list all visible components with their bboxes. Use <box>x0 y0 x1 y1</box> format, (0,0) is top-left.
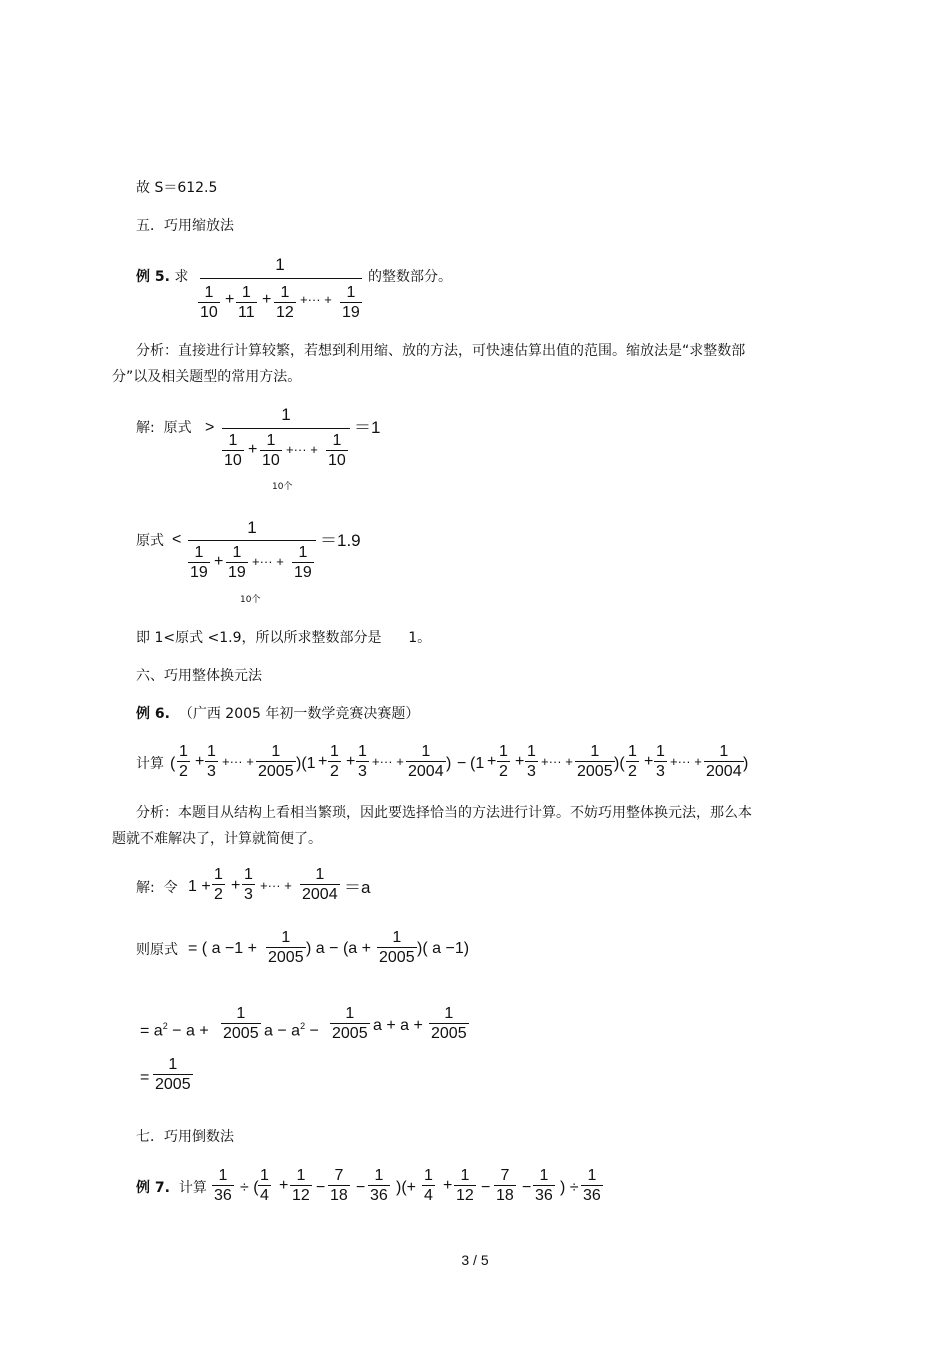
ellipsis-plus: +··· + <box>300 292 332 307</box>
expr-part: $a - a^2$ − <box>264 1021 319 1040</box>
ellipsis-plus: +··· + <box>252 554 284 569</box>
plus-sign: + <box>346 753 356 770</box>
div-paren: ÷ ( <box>240 1179 259 1196</box>
ellipsis-plus: +··· + <box>222 754 254 769</box>
expr-part: = ( a −1 + <box>188 940 257 957</box>
yuanshi-label: 原式 <box>136 533 164 549</box>
fraction-1-36: 1 36 <box>535 1167 553 1204</box>
expr-part: a + a + <box>373 1017 423 1034</box>
sol2-numerator: 1 <box>247 518 257 537</box>
paren-div: ) ÷ <box>560 1179 579 1196</box>
fraction-1-19: 1 19 <box>228 544 246 581</box>
plus-sign: + <box>195 753 205 770</box>
fraction-1-36: 1 36 <box>583 1167 601 1204</box>
ex5-main-fraction-bar <box>200 278 362 279</box>
plus-sign: + <box>279 1177 289 1194</box>
plus-sign: + <box>443 1177 453 1194</box>
fraction-1-4: 1 4 <box>260 1167 269 1204</box>
solution-label: 解: 原式 <box>136 420 192 436</box>
qiu-text: 求 <box>174 269 189 285</box>
count-10-label: 10个 <box>240 595 261 605</box>
then-original-label: 则原式 <box>136 942 178 958</box>
right-paren: ) <box>743 755 749 772</box>
section-5-heading: 五．巧用缩放法 <box>136 218 234 234</box>
fraction-1-2005: 1 2005 <box>577 743 613 780</box>
equals-one: ＝1 <box>354 418 381 437</box>
minus-sign: − <box>457 755 467 772</box>
fraction-1-2004: 1 2004 <box>302 866 338 903</box>
fraction-1-10: 1 10 <box>262 432 280 469</box>
greater-than: > <box>205 419 215 436</box>
expr-part: )( a −1) <box>417 940 470 957</box>
plus-sign: + <box>225 291 235 308</box>
fraction-1-2: 1 2 <box>628 743 637 780</box>
example-7-label: 例 7. 计算 <box>136 1180 207 1196</box>
example-5-label <box>136 267 188 287</box>
plus-sign: + <box>248 441 258 458</box>
sol-numerator: 1 <box>281 405 291 424</box>
fraction-1-2005: 1 2005 <box>332 1005 368 1042</box>
fraction-1-3: 1 3 <box>527 743 536 780</box>
equals-one-point-nine: ＝1.9 <box>320 531 361 550</box>
fraction-1-2004: 1 2004 <box>706 743 742 780</box>
sol-fraction-bar <box>222 428 350 429</box>
ellipsis-plus: +··· + <box>670 754 702 769</box>
equals-a: ＝a <box>344 878 371 897</box>
fraction-1-2005: 1 2005 <box>268 929 304 966</box>
expr-part: ) a − (a + <box>306 940 371 957</box>
page-number: 3 / 5 <box>461 1252 489 1268</box>
analysis-6: 分析：本题目从结构上看相当繁琐，因此要选择恰当的方法进行计算。不妨巧用整体换元法，那么本题就不难解决了，计算就简便了。 <box>112 805 752 847</box>
minus-sign: − <box>481 1179 491 1196</box>
plus-sign: + <box>318 753 328 770</box>
fraction-1-2005: 1 2005 <box>223 1005 259 1042</box>
ex5-numerator: 1 <box>275 255 285 274</box>
ellipsis-plus: +··· + <box>541 754 573 769</box>
plus-sign: + <box>231 877 241 894</box>
fraction-1-12: 1 12 <box>292 1167 310 1204</box>
fraction-1-10: 1 10 <box>200 284 218 321</box>
ellipsis-plus: +··· + <box>286 442 318 457</box>
section-7-heading: 七．巧用倒数法 <box>136 1129 234 1145</box>
minus-sign: − <box>316 1179 326 1196</box>
expr-a-squared: = $a^2 - a$ + <box>140 1021 209 1040</box>
fraction-1-36: 1 36 <box>370 1167 388 1204</box>
fraction-1-2: 1 2 <box>499 743 508 780</box>
fraction-1-3: 1 3 <box>656 743 665 780</box>
fraction-1-3: 1 3 <box>207 743 216 780</box>
sol2-fraction-bar <box>188 540 316 541</box>
plus-sign: + <box>644 753 654 770</box>
paren-pair: )( <box>614 755 625 772</box>
fraction-7-18: 7 18 <box>496 1167 514 1204</box>
fraction-1-11: 1 11 <box>238 284 255 321</box>
ellipsis-plus: +··· + <box>260 878 292 893</box>
right-paren: )(1 <box>296 755 316 772</box>
fraction-1-2: 1 2 <box>214 866 223 903</box>
left-paren-one: (1 <box>470 755 485 772</box>
fraction-1-19: 1 19 <box>342 284 360 321</box>
equals-sign: = <box>140 1069 150 1086</box>
paren-plus: )(+ <box>396 1179 416 1196</box>
count-10-label: 10个 <box>272 482 293 492</box>
example-label: 例 5. <box>136 269 170 285</box>
fraction-1-2: 1 2 <box>330 743 339 780</box>
plus-sign: + <box>487 753 497 770</box>
result-fraction-1-2005: 1 2005 <box>155 1056 191 1093</box>
fraction-1-19: 1 19 <box>190 544 208 581</box>
fraction-1-2005: 1 2005 <box>431 1005 467 1042</box>
fraction-1-2004: 1 2004 <box>408 743 444 780</box>
fraction-7-18: 7 18 <box>330 1167 348 1204</box>
fraction-1-3: 1 3 <box>244 866 253 903</box>
fraction-1-19: 1 19 <box>294 544 312 581</box>
example-6-line: 例 6. （广西 2005 年初一数学竞赛决赛题） <box>136 706 420 722</box>
plus-sign: + <box>214 553 224 570</box>
s-result-line: 故 S＝612.5 <box>136 180 218 196</box>
minus-sign: − <box>356 1179 366 1196</box>
fraction-1-2005: 1 2005 <box>258 743 294 780</box>
less-than: < <box>172 531 182 548</box>
one-plus: 1 + <box>188 878 211 895</box>
fraction-1-36: 1 36 <box>214 1167 232 1204</box>
fraction-1-12: 1 12 <box>276 284 294 321</box>
plus-sign: + <box>515 753 525 770</box>
conclusion-5: 即 1<原式 <1.9，所以所求整数部分是 1。 <box>136 630 432 646</box>
analysis-5: 分析：直接进行计算较繁，若想到利用缩、放的方法，可快速估算出值的范围。缩放法是“求整数部分”以及相关题型的常用方法。 <box>112 343 746 385</box>
fraction-1-4: 1 4 <box>424 1167 433 1204</box>
right-paren: ) <box>446 755 452 772</box>
fraction-1-10: 1 10 <box>328 432 346 469</box>
fraction-1-12: 1 12 <box>456 1167 474 1204</box>
left-paren: ( <box>170 755 176 772</box>
plus-sign: + <box>262 291 272 308</box>
fraction-1-2: 1 2 <box>179 743 188 780</box>
section-6-heading: 六、巧用整体换元法 <box>136 668 262 684</box>
minus-sign: − <box>522 1179 532 1196</box>
jisuan-label: 计算 <box>136 756 164 772</box>
fraction-1-10: 1 10 <box>224 432 242 469</box>
fraction-1-3: 1 3 <box>358 743 367 780</box>
ex5-tail: 的整数部分。 <box>368 269 452 285</box>
fraction-1-2005: 1 2005 <box>379 929 415 966</box>
ellipsis-plus: +··· + <box>372 754 404 769</box>
let-line-label: 解: 令 <box>136 880 178 896</box>
